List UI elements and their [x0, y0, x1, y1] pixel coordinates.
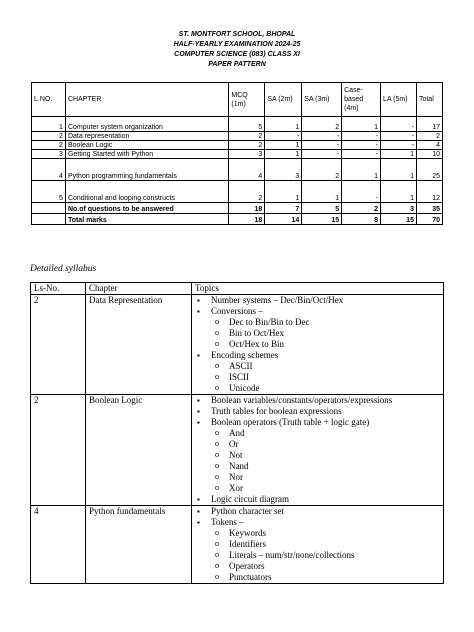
topic-item: ▪ Tokens –	[195, 517, 440, 528]
table-cell: 3	[265, 159, 302, 181]
table-cell: 4	[416, 141, 442, 150]
table-cell: -	[302, 132, 342, 141]
table-cell: 15	[381, 214, 417, 225]
table-cell: 4	[229, 159, 265, 181]
table-cell: -	[342, 141, 381, 150]
topic-item: ▪ Encoding schemes	[195, 350, 440, 361]
table-cell: 2	[229, 181, 265, 203]
table-cell: 10	[416, 150, 442, 159]
table-cell: 15	[302, 214, 342, 225]
table-cell: 5	[302, 203, 342, 214]
table-cell: 5	[32, 181, 66, 203]
table-row	[31, 295, 444, 395]
subtopic-item: o And	[195, 428, 440, 439]
table-cell: -	[265, 132, 302, 141]
table-cell: 1	[302, 181, 342, 203]
subtopic-item: o Bin to Oct/Hex	[195, 328, 440, 339]
table-cell: 18	[229, 203, 265, 214]
syllabus-caption: Detailed syllabus	[30, 264, 97, 274]
table-cell: 2	[416, 132, 442, 141]
subtopic-item: o Oct/Hex to Bin	[195, 339, 440, 350]
syllabus-header-row	[31, 283, 444, 295]
table-cell: 3	[229, 150, 265, 159]
column-header: Total	[416, 83, 442, 117]
table-cell: Boolean Logic	[65, 141, 228, 150]
table-cell: 3	[32, 150, 66, 159]
table-cell: Getting Started with Python	[65, 150, 228, 159]
column-header: Ls-No.	[31, 283, 86, 295]
table-cell: 1	[381, 150, 417, 159]
subtopic-item: o Keywords	[195, 528, 440, 539]
subject-title: COMPUTER SCIENCE (083) CLASS XI	[174, 51, 300, 58]
table-row	[32, 150, 443, 159]
subtopic-item: o Xor	[195, 483, 440, 494]
table-cell: -	[381, 141, 417, 150]
column-header: Case-based (4m)	[342, 83, 381, 117]
table-cell: 17	[416, 117, 442, 132]
subtopic-item: o Nand	[195, 461, 440, 472]
table-cell: 70	[416, 214, 442, 225]
table-row	[32, 117, 443, 132]
table-cell: 14	[265, 214, 302, 225]
table-cell: 1	[342, 159, 381, 181]
column-header: MCQ (1m)	[229, 83, 265, 117]
table-row	[31, 506, 444, 584]
topic-item: ▪ Python character set	[195, 506, 440, 517]
topic-item: ▪ Conversions –	[195, 306, 440, 317]
table-cell: Python programming fundamentals	[65, 159, 228, 181]
table-cell: Computer system organization	[65, 117, 228, 132]
document-title: PAPER PATTERN	[208, 61, 266, 68]
table-cell: 8	[342, 214, 381, 225]
column-header: L.NO.	[32, 83, 66, 117]
lesson-number: 2	[31, 295, 86, 395]
table-cell: -	[342, 181, 381, 203]
table-cell: 1	[265, 117, 302, 132]
subtopic-item: o Dec to Bin/Bin to Dec	[195, 317, 440, 328]
table-cell: No.of questions to be answered	[65, 203, 228, 214]
table-cell: 2	[302, 117, 342, 132]
topic-item: ▪ Logic circuit diagram	[195, 494, 440, 505]
topics-cell	[192, 506, 444, 584]
table-cell: Total marks	[65, 214, 228, 225]
table-cell: 2	[342, 203, 381, 214]
table-row	[31, 395, 444, 506]
table-row	[32, 181, 443, 203]
subtopic-item: o Unicode	[195, 383, 440, 394]
table-cell: 12	[416, 181, 442, 203]
table-cell: 1	[265, 141, 302, 150]
table-cell: 4	[32, 159, 66, 181]
table-cell: -	[381, 117, 417, 132]
subtopic-item: o ISCII	[195, 372, 440, 383]
table-cell: 2	[229, 132, 265, 141]
table-cell: -	[302, 141, 342, 150]
topic-item: ▪ Boolean operators (Truth table + logic gate)	[195, 417, 440, 428]
syllabus-table	[30, 282, 444, 584]
table-cell: 7	[265, 203, 302, 214]
table-row	[32, 141, 443, 150]
topic-list	[195, 506, 440, 583]
topic-list	[195, 395, 440, 505]
table-cell	[32, 214, 66, 225]
subtopic-item: o ASCII	[195, 361, 440, 372]
table-cell: Conditional and looping constructs	[65, 181, 228, 203]
subtopic-item: o Nor	[195, 472, 440, 483]
table-cell: 1	[381, 181, 417, 203]
subtopic-item: o Operators	[195, 561, 440, 572]
exam-title: HALF-YEARLY EXAMINATION 2024-25	[173, 41, 301, 48]
document-header	[0, 30, 474, 70]
chapter-name: Python fundamentals	[86, 506, 192, 584]
table-cell: -	[302, 150, 342, 159]
table-cell: -	[342, 150, 381, 159]
topic-item: ▪ Boolean variables/constants/operators/expressions	[195, 395, 440, 406]
table-row	[32, 159, 443, 181]
table-cell	[32, 203, 66, 214]
table-row	[32, 132, 443, 141]
subtopic-item: o Identifiers	[195, 539, 440, 550]
table-cell: 2	[302, 159, 342, 181]
school-name: ST. MONTFORT SCHOOL, BHOPAL	[178, 31, 296, 38]
table-cell: 18	[229, 214, 265, 225]
table-cell: -	[342, 132, 381, 141]
subtopic-item: o Punctuators	[195, 572, 440, 583]
table-cell: 5	[229, 117, 265, 132]
topic-item: ▪ Number systems – Dec/Bin/Oct/Hex	[195, 295, 440, 306]
topic-item: ▪ Truth tables for boolean expressions	[195, 406, 440, 417]
table-cell: 2	[32, 132, 66, 141]
column-header: Chapter	[86, 283, 192, 295]
topic-list	[195, 295, 440, 394]
column-header: CHAPTER	[65, 83, 228, 117]
paper-pattern-table	[31, 82, 443, 225]
table-cell: 1	[342, 117, 381, 132]
pattern-header-row	[32, 83, 443, 117]
table-cell: 1	[32, 117, 66, 132]
table-row	[32, 214, 443, 225]
table-row	[32, 203, 443, 214]
table-cell: 2	[32, 141, 66, 150]
column-header: SA (2m)	[265, 83, 302, 117]
subtopic-item: o Not	[195, 450, 440, 461]
table-cell: 25	[416, 159, 442, 181]
subtopic-item: o Literals – num/str/none/collections	[195, 550, 440, 561]
column-header: LA (5m)	[381, 83, 417, 117]
table-cell: 1	[381, 159, 417, 181]
chapter-name: Boolean Logic	[86, 395, 192, 506]
table-cell: Data representation	[65, 132, 228, 141]
lesson-number: 4	[31, 506, 86, 584]
table-cell: 35	[416, 203, 442, 214]
lesson-number: 2	[31, 395, 86, 506]
subtopic-item: o Or	[195, 439, 440, 450]
topics-cell	[192, 395, 444, 506]
table-cell: 1	[265, 181, 302, 203]
table-cell: 1	[265, 150, 302, 159]
table-cell: 3	[381, 203, 417, 214]
column-header: Topics	[192, 283, 444, 295]
chapter-name: Data Representation	[86, 295, 192, 395]
table-cell: -	[381, 132, 417, 141]
table-cell: 2	[229, 141, 265, 150]
topics-cell	[192, 295, 444, 395]
column-header: SA (3m)	[302, 83, 342, 117]
